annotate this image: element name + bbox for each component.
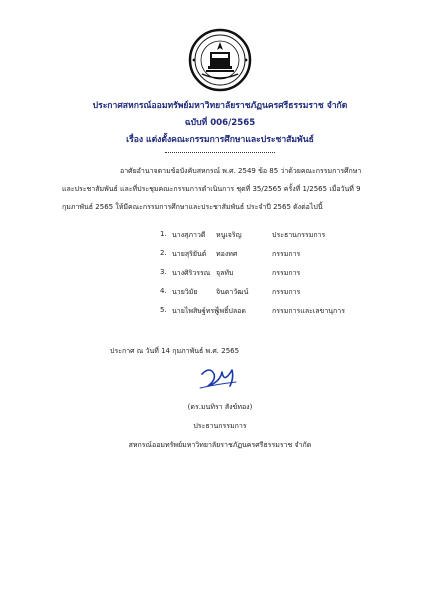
member-number: 3. bbox=[160, 268, 167, 276]
announcement-number: ฉบับที่ 006/2565 bbox=[184, 118, 256, 128]
member-first-name: นายวิมัย bbox=[172, 288, 198, 296]
body-line-3: กุมภาพันธ์ 2565 ให้มีคณะกรรมการศึกษาและประชาสัมพันธ์ ประจำปี 2565 ดังต่อไปนี้ bbox=[62, 203, 323, 211]
signatory-name: (ดร.มนทิรา สังข์ทอง) bbox=[187, 403, 253, 411]
member-role: กรรมการ bbox=[272, 269, 301, 277]
member-first-name: นางสุภาวดี bbox=[172, 231, 206, 239]
body-line-1: อาศัยอำนาจตามข้อบังคับสหกรณ์ พ.ศ. 2549 ข้อ 85 ว่าด้วยคณะกรรมการศึกษา bbox=[120, 167, 362, 175]
body-line-2: และประชาสัมพันธ์ และที่ประชุมคณะกรรมการดำเนินการ ชุดที่ 35/2565 ครั้งที่ 1/2565 เมื่อวันที่ 9 bbox=[62, 185, 361, 193]
announcement-subject: เรื่อง แต่งตั้งคณะกรรมการศึกษาและประชาสัมพันธ์ bbox=[126, 135, 314, 145]
member-role: กรรมการและเลขานุการ bbox=[272, 307, 345, 315]
member-last-name: ทองทศ bbox=[216, 250, 238, 258]
member-first-name: นางศิริวรรณ bbox=[172, 269, 211, 277]
member-first-name: นายสุริยันต์ bbox=[172, 250, 207, 258]
announcement-title: ประกาศสหกรณ์ออมทรัพย์มหาวิทยาลัยราชภัฏนครศรีธรรมราช จำกัด bbox=[92, 101, 348, 111]
member-role: ประธานกรรมการ bbox=[272, 231, 326, 239]
announcement-date: ประกาศ ณ วันที่ 14 กุมภาพันธ์ พ.ศ. 2565 bbox=[110, 347, 240, 355]
member-role: กรรมการ bbox=[272, 288, 301, 296]
member-last-name: จินดาวัฒน์ bbox=[216, 288, 249, 296]
member-role: กรรมการ bbox=[272, 250, 301, 258]
signatory-organization: สหกรณ์ออมทรัพย์มหาวิทยาลัยราชภัฏนครศรีธรรมราช จำกัด bbox=[128, 441, 312, 449]
member-last-name: ไพธิ์ปลอด bbox=[216, 307, 246, 315]
member-number: 2. bbox=[160, 249, 167, 257]
member-number: 5. bbox=[160, 306, 167, 314]
handwritten-signature bbox=[196, 364, 240, 394]
member-number: 4. bbox=[160, 287, 167, 295]
cooperative-seal-logo bbox=[188, 28, 252, 92]
separator-dotted-line bbox=[165, 152, 275, 153]
member-last-name: หนูเจริญ bbox=[216, 231, 242, 239]
member-last-name: จุลทับ bbox=[216, 269, 234, 277]
member-first-name: นายไพสิษฐ์ทรพู bbox=[172, 307, 219, 315]
member-number: 1. bbox=[160, 230, 167, 238]
signatory-title: ประธานกรรมการ bbox=[193, 422, 247, 430]
